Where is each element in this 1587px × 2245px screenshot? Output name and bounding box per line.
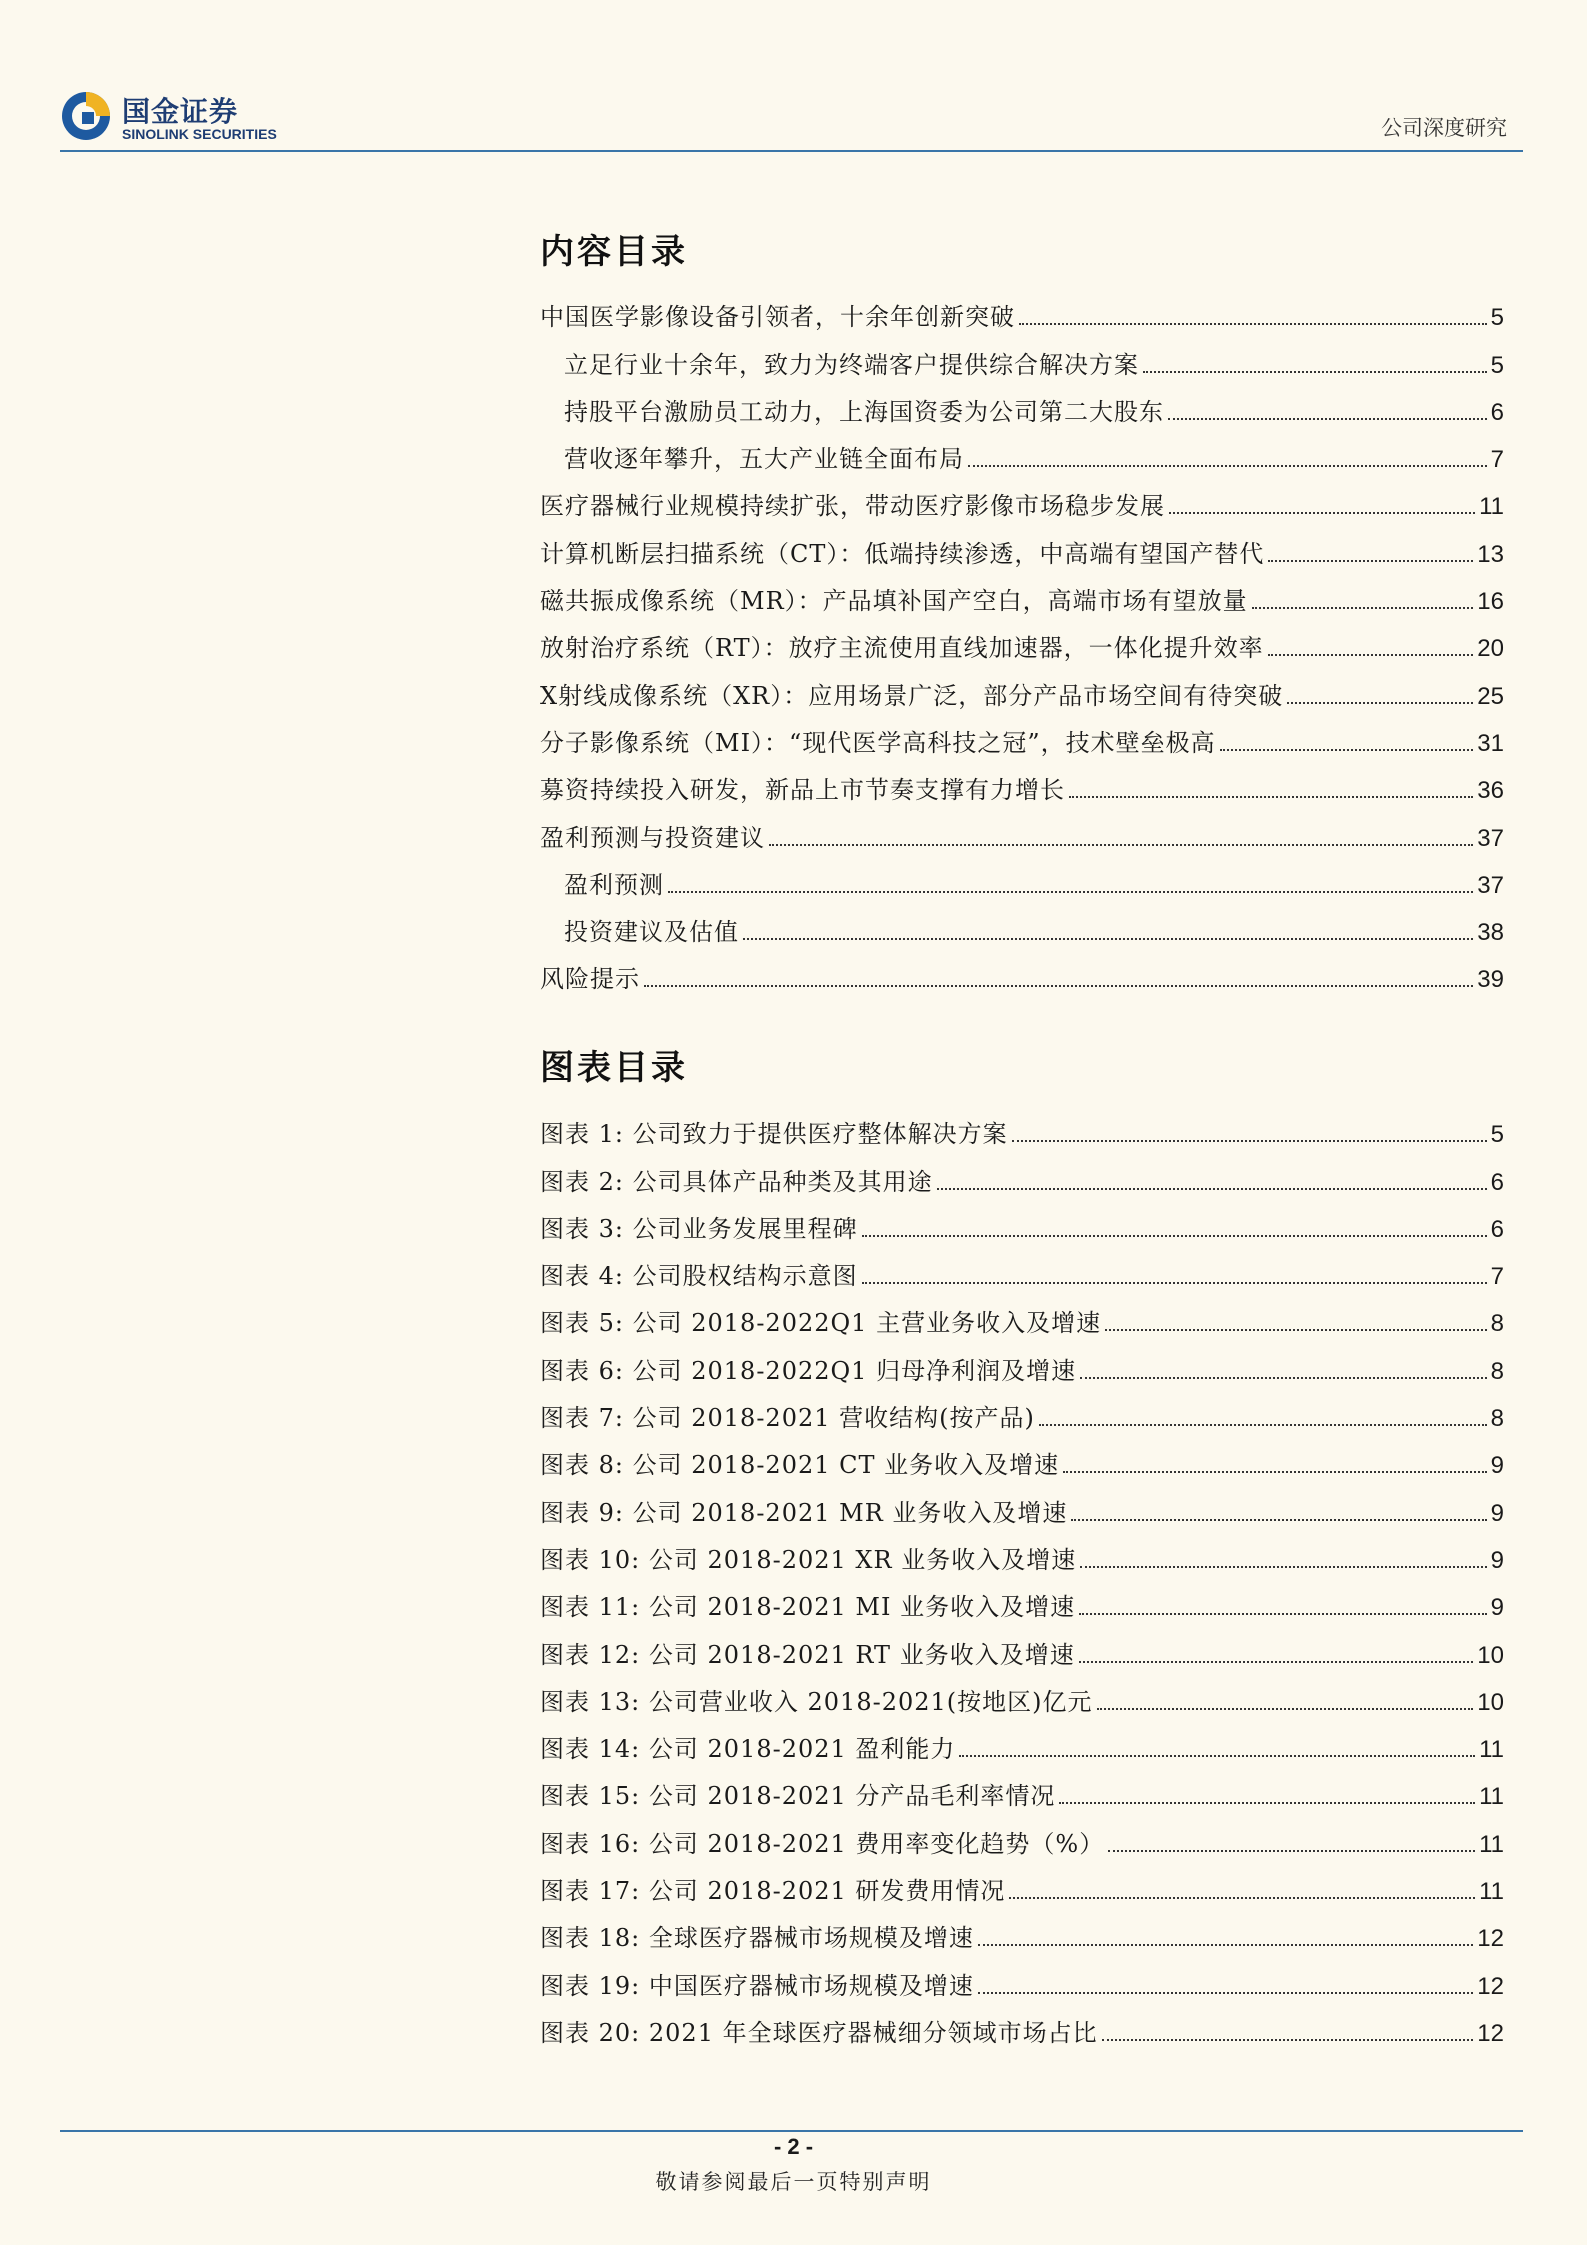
- figure-entry-page: 11: [1479, 1830, 1504, 1858]
- report-type: 公司深度研究: [1381, 116, 1507, 140]
- contents-entry[interactable]: [540, 521, 1504, 568]
- contents-entry-page: 13: [1477, 540, 1504, 568]
- contents-entry-page: 6: [1490, 398, 1504, 426]
- figure-entry[interactable]: [540, 1528, 1504, 1575]
- contents-entry[interactable]: [540, 663, 1504, 710]
- dot-leader: [1063, 1471, 1487, 1473]
- dot-leader: [644, 985, 1473, 987]
- contents-entry-page: 5: [1490, 304, 1504, 332]
- contents-entry-text: 风险提示: [540, 965, 640, 994]
- contents-entry-page: 36: [1477, 777, 1504, 805]
- figure-entry[interactable]: [540, 1764, 1504, 1811]
- logo-name-cn: 国金证券: [122, 95, 239, 128]
- figure-entry[interactable]: [540, 1717, 1504, 1764]
- contents-entry-page: 39: [1477, 966, 1504, 994]
- dot-leader: [1287, 702, 1473, 704]
- figure-entry-text: 图表 5: 公司 2018-2022Q1 主营业务收入及增速: [540, 1309, 1102, 1338]
- figure-entry-text: 图表 13: 公司营业收入 2018-2021(按地区)亿元: [540, 1687, 1093, 1716]
- contents-entry[interactable]: [540, 711, 1504, 758]
- contents-entry-page: 37: [1477, 871, 1504, 899]
- disclaimer: 敬请参阅最后一页特别声明: [655, 2170, 932, 2194]
- figure-entry-page: 12: [1477, 1925, 1504, 1953]
- dot-leader: [937, 1188, 1487, 1190]
- contents-entry-text: 盈利预测与投资建议: [540, 823, 765, 852]
- contents-entry-text: 投资建议及估值: [564, 918, 739, 947]
- contents-entry-text: X射线成像系统（XR）：应用场景广泛，部分产品市场空间有待突破: [540, 681, 1284, 710]
- figure-entry-page: 7: [1490, 1263, 1504, 1291]
- dot-leader: [1268, 654, 1474, 656]
- contents-entry[interactable]: [540, 947, 1504, 994]
- contents-entry-text: 营收逐年攀升，五大产业链全面布局: [564, 445, 964, 474]
- figure-entry-page: 10: [1477, 1641, 1504, 1669]
- contents-entry-text: 计算机断层扫描系统（CT）：低端持续渗透，中高端有望国产替代: [540, 539, 1265, 568]
- dot-leader: [1059, 1802, 1475, 1804]
- figure-entry-page: 9: [1490, 1546, 1504, 1574]
- figure-entry-page: 9: [1490, 1594, 1504, 1622]
- figure-entry-text: 图表 12: 公司 2018-2021 RT 业务收入及增速: [540, 1640, 1075, 1669]
- figure-entry-page: 12: [1477, 1972, 1504, 2000]
- dot-leader: [959, 1755, 1475, 1757]
- dot-leader: [1252, 607, 1474, 609]
- contents-entry-page: 25: [1477, 682, 1504, 710]
- contents-entry-page: 7: [1490, 446, 1504, 474]
- dot-leader: [1168, 418, 1487, 420]
- figure-entry[interactable]: [540, 1811, 1504, 1858]
- figure-entry[interactable]: [540, 1149, 1504, 1196]
- dot-leader: [1079, 1613, 1487, 1615]
- figure-entry-page: 9: [1490, 1499, 1504, 1527]
- dot-leader: [978, 1992, 1473, 1994]
- figure-entry-text: 图表 7: 公司 2018-2021 营收结构(按产品): [540, 1404, 1035, 1433]
- dot-leader: [1105, 1329, 1487, 1331]
- contents-entry-page: 37: [1477, 824, 1504, 852]
- figure-entry-page: 12: [1477, 2019, 1504, 2047]
- header-divider: [60, 150, 1523, 152]
- contents-entry[interactable]: [540, 900, 1504, 947]
- figure-entry-page: 8: [1490, 1405, 1504, 1433]
- figure-entry-text: 图表 20: 2021 年全球医疗器械细分领域市场占比: [540, 2018, 1098, 2047]
- contents-list: [540, 285, 1504, 994]
- figure-entry-page: 6: [1490, 1168, 1504, 1196]
- contents-entry[interactable]: [540, 285, 1504, 332]
- contents-entry-page: 31: [1477, 729, 1504, 757]
- figure-entry-text: 图表 10: 公司 2018-2021 XR 业务收入及增速: [540, 1545, 1077, 1574]
- contents-entry[interactable]: [540, 805, 1504, 852]
- figure-entry[interactable]: [540, 1433, 1504, 1480]
- figure-entry-page: 8: [1490, 1310, 1504, 1338]
- figure-entry-text: 图表 14: 公司 2018-2021 盈利能力: [540, 1735, 956, 1764]
- page-header: [0, 0, 1587, 160]
- figure-entry[interactable]: [540, 1575, 1504, 1622]
- dot-leader: [1039, 1424, 1487, 1426]
- contents-entry-page: 5: [1490, 351, 1504, 379]
- contents-entry-page: 20: [1477, 635, 1504, 663]
- figure-entry-text: 图表 15: 公司 2018-2021 分产品毛利率情况: [540, 1782, 1056, 1811]
- dot-leader: [1102, 2039, 1474, 2041]
- dot-leader: [1080, 1377, 1487, 1379]
- figure-entry-page: 9: [1490, 1452, 1504, 1480]
- dot-leader: [862, 1282, 1487, 1284]
- contents-entry-text: 医疗器械行业规模持续扩张，带动医疗影像市场稳步发展: [540, 492, 1165, 521]
- figure-entry-text: 图表 1: 公司致力于提供医疗整体解决方案: [540, 1120, 1008, 1149]
- contents-entry[interactable]: [540, 427, 1504, 474]
- figures-title: 图表目录: [540, 1048, 688, 1088]
- dot-leader: [1169, 512, 1475, 514]
- figure-entry[interactable]: [540, 1197, 1504, 1244]
- figure-entry[interactable]: [540, 1622, 1504, 1669]
- figure-entry-text: 图表 16: 公司 2018-2021 费用率变化趋势（%）: [540, 1829, 1105, 1858]
- logo-name-en: SINOLINK SECURITIES: [122, 126, 277, 142]
- figure-entry[interactable]: [540, 1102, 1504, 1149]
- contents-entry-text: 磁共振成像系统（MR）：产品填补国产空白，高端市场有望放量: [540, 587, 1248, 616]
- contents-entry-page: 11: [1479, 493, 1504, 521]
- figure-entry-text: 图表 9: 公司 2018-2021 MR 业务收入及增速: [540, 1498, 1068, 1527]
- contents-entry-text: 持股平台激励员工动力，上海国资委为公司第二大股东: [564, 397, 1164, 426]
- figure-entry-text: 图表 4: 公司股权结构示意图: [540, 1262, 858, 1291]
- figure-entry-text: 图表 18: 全球医疗器械市场规模及增速: [540, 1924, 974, 1953]
- contents-entry-text: 放射治疗系统（RT）：放疗主流使用直线加速器，一体化提升效率: [540, 634, 1264, 663]
- figure-entry-text: 图表 8: 公司 2018-2021 CT 业务收入及增速: [540, 1451, 1060, 1480]
- dot-leader: [1012, 1140, 1487, 1142]
- contents-entry-text: 分子影像系统（MI）：“现代医学高科技之冠”，技术壁垒极高: [540, 728, 1216, 757]
- figure-entry[interactable]: [540, 1244, 1504, 1291]
- figure-entry-page: 8: [1490, 1357, 1504, 1385]
- figure-entry[interactable]: [540, 1480, 1504, 1527]
- figure-entry[interactable]: [540, 1386, 1504, 1433]
- contents-title: 内容目录: [540, 232, 688, 272]
- dot-leader: [1009, 1897, 1475, 1899]
- sinolink-logo: [60, 88, 290, 148]
- figure-entry[interactable]: [540, 1291, 1504, 1338]
- contents-entry[interactable]: [540, 380, 1504, 427]
- figure-entry-text: 图表 2: 公司具体产品种类及其用途: [540, 1167, 933, 1196]
- contents-entry[interactable]: [540, 616, 1504, 663]
- figure-entry-page: 6: [1490, 1215, 1504, 1243]
- dot-leader: [1019, 323, 1487, 325]
- dot-leader: [978, 1944, 1473, 1946]
- dot-leader: [1097, 1708, 1474, 1710]
- dot-leader: [1268, 560, 1473, 562]
- dot-leader: [1143, 371, 1487, 373]
- contents-entry-text: 立足行业十余年，致力为终端客户提供综合解决方案: [564, 350, 1139, 379]
- dot-leader: [1108, 1850, 1475, 1852]
- figure-entry[interactable]: [540, 1670, 1504, 1717]
- contents-entry[interactable]: [540, 853, 1504, 900]
- contents-entry-page: 38: [1477, 919, 1504, 947]
- dot-leader: [1080, 1566, 1486, 1568]
- figure-entry-text: 图表 17: 公司 2018-2021 研发费用情况: [540, 1877, 1006, 1906]
- contents-entry-text: 中国医学影像设备引领者，十余年创新突破: [540, 303, 1015, 332]
- figure-entry-page: 10: [1477, 1688, 1504, 1716]
- dot-leader: [1069, 796, 1473, 798]
- dot-leader: [1220, 749, 1474, 751]
- contents-entry-page: 16: [1477, 588, 1504, 616]
- page-number: - 2 -: [773, 2134, 814, 2159]
- figures-list: [540, 1102, 1504, 2048]
- contents-entry[interactable]: [540, 758, 1504, 805]
- figure-entry-page: 11: [1479, 1783, 1504, 1811]
- footer-divider: [60, 2130, 1523, 2132]
- figure-entry-page: 5: [1490, 1121, 1504, 1149]
- figure-entry[interactable]: [540, 1338, 1504, 1385]
- figure-entry-text: 图表 11: 公司 2018-2021 MI 业务收入及增速: [540, 1593, 1076, 1622]
- figure-entry-page: 11: [1479, 1736, 1504, 1764]
- dot-leader: [1079, 1661, 1474, 1663]
- dot-leader: [769, 844, 1473, 846]
- contents-entry[interactable]: [540, 569, 1504, 616]
- figure-entry[interactable]: [540, 2001, 1504, 2048]
- dot-leader: [862, 1235, 1487, 1237]
- dot-leader: [743, 938, 1473, 940]
- dot-leader: [668, 891, 1473, 893]
- contents-entry[interactable]: [540, 474, 1504, 521]
- figure-entry-page: 11: [1479, 1878, 1504, 1906]
- contents-entry[interactable]: [540, 332, 1504, 379]
- figure-entry[interactable]: [540, 1906, 1504, 1953]
- figure-entry[interactable]: [540, 1859, 1504, 1906]
- figure-entry-text: 图表 3: 公司业务发展里程碑: [540, 1214, 858, 1243]
- dot-leader: [968, 465, 1487, 467]
- contents-entry-text: 募资持续投入研发，新品上市节奏支撑有力增长: [540, 776, 1065, 805]
- figure-entry-text: 图表 6: 公司 2018-2022Q1 归母净利润及增速: [540, 1356, 1077, 1385]
- figure-entry-text: 图表 19: 中国医疗器械市场规模及增速: [540, 1971, 974, 2000]
- sinolink-logo-icon: [60, 90, 112, 142]
- dot-leader: [1071, 1519, 1486, 1521]
- figure-entry[interactable]: [540, 1953, 1504, 2000]
- contents-entry-text: 盈利预测: [564, 870, 664, 899]
